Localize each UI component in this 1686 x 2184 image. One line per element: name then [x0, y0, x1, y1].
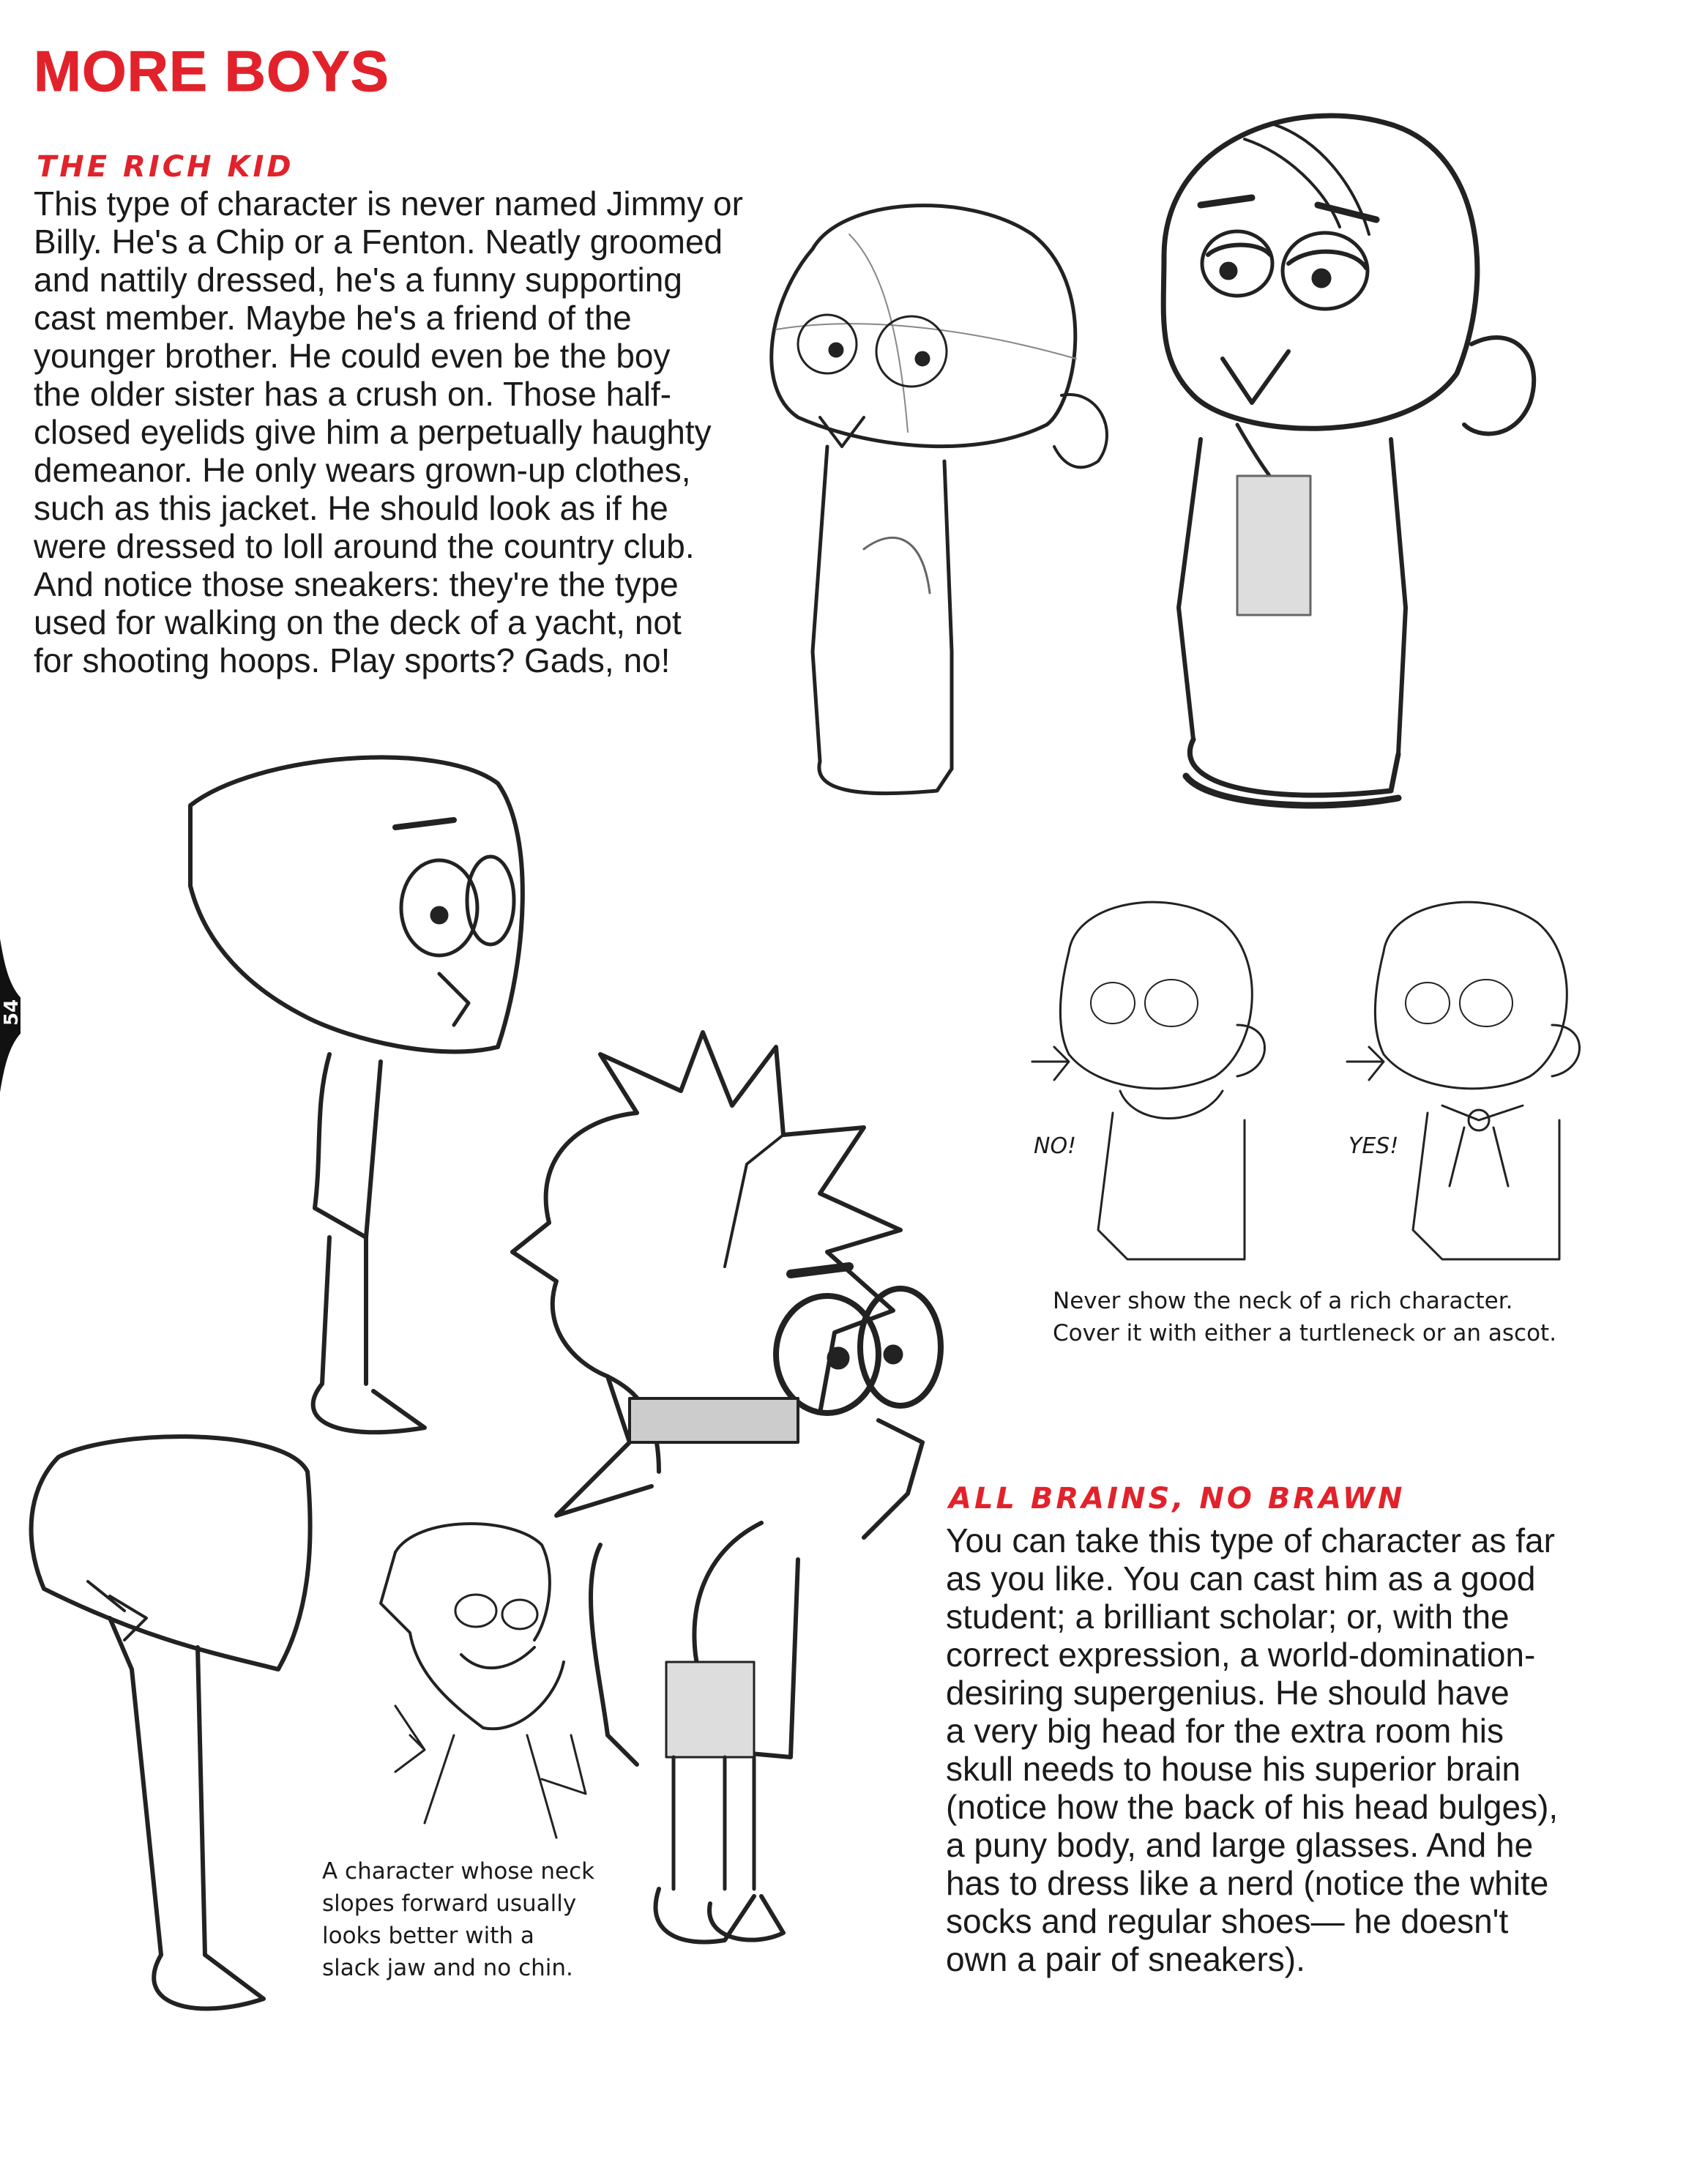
turtleneck-no-drawing: [1025, 879, 1332, 1289]
rich-kid-heading: THE RICH KID: [37, 150, 294, 184]
brains-body: You can take this type of character as far as you like. You can cast him as a good student; a brilliant scholar; or, with the correct expression, a world-domination- desiring supergenius. He should have a very big head for the extra room his skull needs to house his superior brain (notice how the back of his head bulges), a puny body, and large glasses. And he has to dress like a nerd (notice the white socks and regular shoes— he doesn't own a pair of sneakers).: [946, 1521, 1559, 1978]
page-number: 54: [1, 999, 23, 1026]
yes-label: YES!: [1349, 1133, 1399, 1159]
slouch-body-drawing: [15, 1428, 351, 2028]
slope-caption: A character whose neck slopes forward usually looks better with a slack jaw and no chin.: [322, 1858, 595, 1981]
brainy-kid-drawing: [512, 1032, 966, 1984]
rich-kid-profile-drawing: [146, 739, 556, 1472]
neck-caption: Never show the neck of a rich character. Cover it with either a turtleneck or an ascot.: [1053, 1288, 1557, 1346]
no-label: NO!: [1034, 1133, 1077, 1159]
rich-kid-body: This type of character is never named Jimmy or Billy. He's a Chip or a Fenton. Neatly groomed and nattily dressed, he's a funny supporting cast member. Maybe he's a friend of the younger brother. He could even be the boy the older sister has a crush on. Those half- closed eyelids give him a perpetually haughty demeanor. He only wears grown-up clothes, such as this jacket. He should look as if he were dressed to loll around the country club. And notice those sneakers: they're the type used for walking on the deck of a yacht, not for shooting hoops. Play sports? Gads, no!: [34, 185, 743, 679]
ascot-yes-drawing: [1340, 879, 1647, 1289]
rich-kid-finished-drawing: [1149, 95, 1559, 842]
rich-kid-sketch-drawing: [754, 183, 1164, 827]
brains-heading: ALL BRAINS, NO BRAWN: [949, 1482, 1406, 1516]
page-title: MORE BOYS: [34, 39, 389, 103]
